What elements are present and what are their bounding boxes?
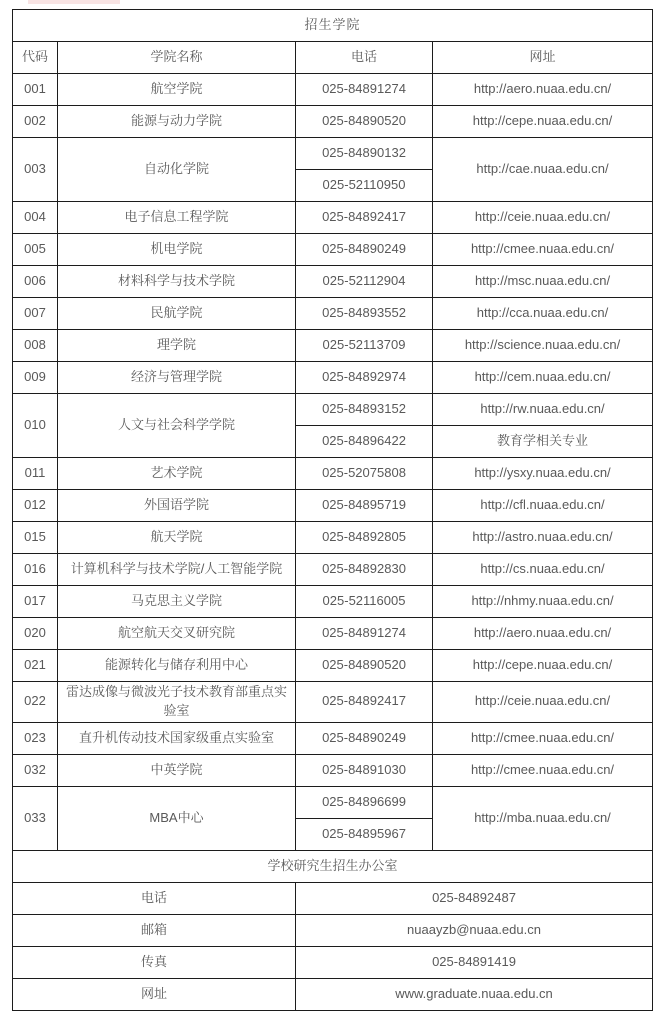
college-name-cell: 电子信息工程学院: [58, 202, 296, 234]
phone-cell: 025-84896422: [296, 426, 433, 458]
college-name-cell: 材料科学与技术学院: [58, 266, 296, 298]
college-code-cell: 023: [13, 722, 58, 754]
phone-cell: 025-52075808: [296, 458, 433, 490]
site-cell: http://cfl.nuaa.edu.cn/: [433, 490, 653, 522]
phone-cell: 025-52116005: [296, 586, 433, 618]
college-name-cell: 机电学院: [58, 234, 296, 266]
college-code-cell: 032: [13, 754, 58, 786]
college-name-cell: 航空航天交叉研究院: [58, 618, 296, 650]
admissions-table: [12, 9, 653, 1011]
college-row: [13, 754, 653, 786]
college-code-cell: 010: [13, 394, 58, 458]
phone-cell: 025-84892830: [296, 554, 433, 586]
phone-cell: 025-52110950: [296, 170, 433, 202]
site-cell: http://ceie.nuaa.edu.cn/: [433, 682, 653, 723]
phone-cell: 025-84891030: [296, 754, 433, 786]
office-value-cell: 025-84892487: [296, 882, 653, 914]
college-row: [13, 618, 653, 650]
column-header-code: 代码: [13, 42, 58, 74]
office-title-row: [13, 850, 653, 882]
site-cell: http://ysxy.nuaa.edu.cn/: [433, 458, 653, 490]
office-row: [13, 946, 653, 978]
college-code-cell: 021: [13, 650, 58, 682]
site-cell: http://aero.nuaa.edu.cn/: [433, 618, 653, 650]
phone-cell: 025-84892417: [296, 682, 433, 723]
college-name-cell: 航天学院: [58, 522, 296, 554]
college-name-cell: 马克思主义学院: [58, 586, 296, 618]
college-code-cell: 011: [13, 458, 58, 490]
office-label-cell: 网址: [13, 978, 296, 1010]
college-row: [13, 234, 653, 266]
college-row: [13, 266, 653, 298]
college-code-cell: 003: [13, 138, 58, 202]
phone-cell: 025-84892417: [296, 202, 433, 234]
office-row: [13, 914, 653, 946]
table-title: 招生学院: [13, 10, 653, 42]
college-code-cell: 007: [13, 298, 58, 330]
college-code-cell: 001: [13, 74, 58, 106]
college-code-cell: 017: [13, 586, 58, 618]
phone-cell: 025-84893152: [296, 394, 433, 426]
college-row: [13, 522, 653, 554]
site-cell: http://mba.nuaa.edu.cn/: [433, 786, 653, 850]
college-code-cell: 005: [13, 234, 58, 266]
phone-cell: 025-84891274: [296, 618, 433, 650]
column-header-phone: 电话: [296, 42, 433, 74]
site-cell: http://cca.nuaa.edu.cn/: [433, 298, 653, 330]
college-code-cell: 020: [13, 618, 58, 650]
table-title-row: [13, 10, 653, 42]
college-name-cell: 能源转化与储存利用中心: [58, 650, 296, 682]
phone-cell: 025-84890249: [296, 234, 433, 266]
college-code-cell: 008: [13, 330, 58, 362]
phone-cell: 025-52112904: [296, 266, 433, 298]
phone-cell: 025-84891274: [296, 74, 433, 106]
office-row: [13, 882, 653, 914]
college-row: [13, 138, 653, 170]
college-name-cell: 经济与管理学院: [58, 362, 296, 394]
college-name-cell: 外国语学院: [58, 490, 296, 522]
college-row: [13, 722, 653, 754]
phone-cell: 025-84895719: [296, 490, 433, 522]
site-cell: http://cmee.nuaa.edu.cn/: [433, 722, 653, 754]
site-cell: http://ceie.nuaa.edu.cn/: [433, 202, 653, 234]
college-name-cell: 航空学院: [58, 74, 296, 106]
site-cell: http://cs.nuaa.edu.cn/: [433, 554, 653, 586]
college-row: [13, 682, 653, 723]
college-row: [13, 298, 653, 330]
phone-cell: 025-84895967: [296, 818, 433, 850]
office-row: [13, 978, 653, 1010]
site-cell: http://cmee.nuaa.edu.cn/: [433, 754, 653, 786]
phone-cell: 025-84890132: [296, 138, 433, 170]
office-value-cell: www.graduate.nuaa.edu.cn: [296, 978, 653, 1010]
college-code-cell: 009: [13, 362, 58, 394]
phone-cell: 025-84890249: [296, 722, 433, 754]
college-row: [13, 586, 653, 618]
college-row: [13, 458, 653, 490]
college-row: [13, 490, 653, 522]
college-name-cell: 艺术学院: [58, 458, 296, 490]
college-name-cell: 中英学院: [58, 754, 296, 786]
top-edge-artifact: [28, 0, 120, 4]
phone-cell: 025-84890520: [296, 106, 433, 138]
college-row: [13, 394, 653, 426]
office-title: 学校研究生招生办公室: [13, 850, 653, 882]
college-code-cell: 006: [13, 266, 58, 298]
office-label-cell: 电话: [13, 882, 296, 914]
site-cell: http://cmee.nuaa.edu.cn/: [433, 234, 653, 266]
college-code-cell: 016: [13, 554, 58, 586]
college-name-cell: 自动化学院: [58, 138, 296, 202]
site-cell: 教育学相关专业: [433, 426, 653, 458]
column-header-site: 网址: [433, 42, 653, 74]
college-name-cell: 理学院: [58, 330, 296, 362]
phone-cell: 025-52113709: [296, 330, 433, 362]
college-name-cell: 雷达成像与微波光子技术教育部重点实验室: [58, 682, 296, 723]
site-cell: http://science.nuaa.edu.cn/: [433, 330, 653, 362]
college-name-cell: 人文与社会科学学院: [58, 394, 296, 458]
site-cell: http://astro.nuaa.edu.cn/: [433, 522, 653, 554]
college-code-cell: 002: [13, 106, 58, 138]
site-cell: http://cepe.nuaa.edu.cn/: [433, 106, 653, 138]
phone-cell: 025-84896699: [296, 786, 433, 818]
college-row: [13, 362, 653, 394]
site-cell: http://nhmy.nuaa.edu.cn/: [433, 586, 653, 618]
column-header-row: [13, 42, 653, 74]
office-label-cell: 邮箱: [13, 914, 296, 946]
phone-cell: 025-84890520: [296, 650, 433, 682]
college-code-cell: 022: [13, 682, 58, 723]
phone-cell: 025-84892805: [296, 522, 433, 554]
office-value-cell: nuaayzb@nuaa.edu.cn: [296, 914, 653, 946]
office-label-cell: 传真: [13, 946, 296, 978]
site-cell: http://msc.nuaa.edu.cn/: [433, 266, 653, 298]
site-cell: http://cae.nuaa.edu.cn/: [433, 138, 653, 202]
site-cell: http://cem.nuaa.edu.cn/: [433, 362, 653, 394]
college-code-cell: 012: [13, 490, 58, 522]
phone-cell: 025-84893552: [296, 298, 433, 330]
college-row: [13, 554, 653, 586]
college-name-cell: 计算机科学与技术学院/人工智能学院: [58, 554, 296, 586]
site-cell: http://cepe.nuaa.edu.cn/: [433, 650, 653, 682]
college-code-cell: 004: [13, 202, 58, 234]
college-name-cell: 直升机传动技术国家级重点实验室: [58, 722, 296, 754]
college-row: [13, 74, 653, 106]
site-cell: http://rw.nuaa.edu.cn/: [433, 394, 653, 426]
college-row: [13, 330, 653, 362]
column-header-name: 学院名称: [58, 42, 296, 74]
college-name-cell: 民航学院: [58, 298, 296, 330]
college-row: [13, 650, 653, 682]
college-row: [13, 202, 653, 234]
phone-cell: 025-84892974: [296, 362, 433, 394]
college-row: [13, 786, 653, 818]
college-code-cell: 033: [13, 786, 58, 850]
college-name-cell: 能源与动力学院: [58, 106, 296, 138]
college-code-cell: 015: [13, 522, 58, 554]
office-value-cell: 025-84891419: [296, 946, 653, 978]
college-name-cell: MBA中心: [58, 786, 296, 850]
site-cell: http://aero.nuaa.edu.cn/: [433, 74, 653, 106]
college-row: [13, 106, 653, 138]
